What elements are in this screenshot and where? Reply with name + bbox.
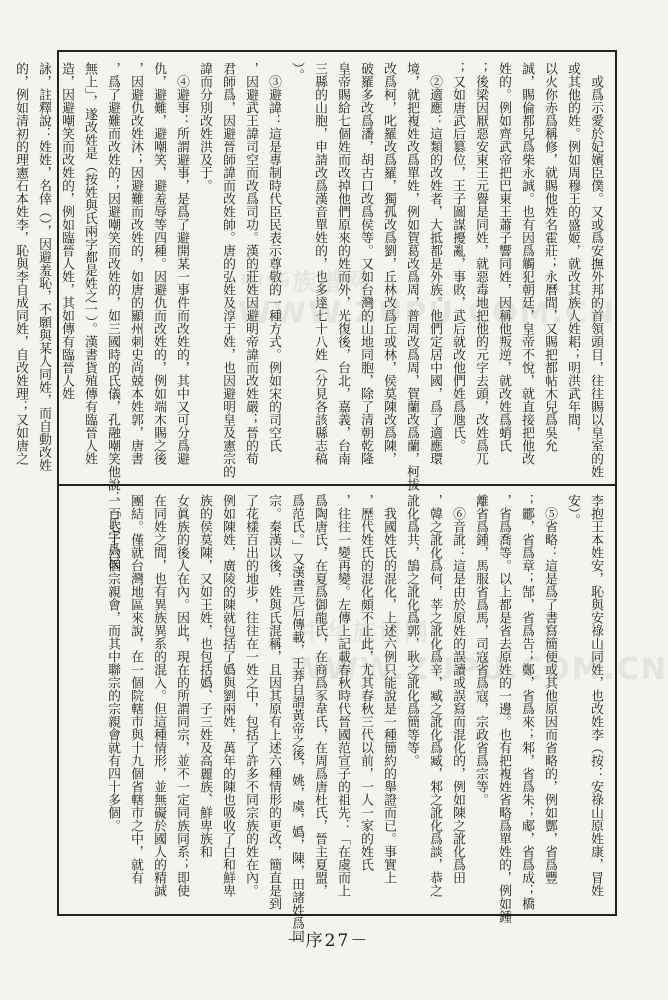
text-column: ；又如唐武后篡位，王子圖謀擾亂，事敗，武后就改他們姓爲虺氏。 bbox=[450, 62, 465, 452]
text-column: ）。 bbox=[289, 62, 304, 82]
text-column: 在同姓之間，也有異族異系的混入。但這種情形，並無礙於國人的精誠 bbox=[151, 494, 166, 897]
text-column: ，因避武王諱司空而改爲司功。漢的莊姓因避明帝諱而改姓嚴；晉的荀 bbox=[243, 62, 258, 465]
text-column: 團結。僅就台灣地區來說，在一個院轄市與十九個省轄市之中，就有 bbox=[128, 494, 143, 884]
text-column: 無上」，遂改姓是（按姓與氏兩字都是姓之一）。漢書貨殖傳有臨晉人姓 bbox=[82, 62, 97, 466]
text-column: 姓的。例如齊武帝把巴東王蕭子響同姓，因稱他叛逆，就改姓爲蛸氏 bbox=[496, 62, 511, 452]
panel-divider bbox=[59, 484, 615, 486]
watermark-url-top: WWW.ZUPU.COM.CN bbox=[238, 296, 616, 331]
text-column: ，往往一變再變。左傳上記載春秋時代晉國范宣子的祖先：「在虞而上 bbox=[335, 494, 350, 897]
text-column: ④避事：所謂避事，是爲了避開某一事件而改姓的，其中又可分爲避 bbox=[174, 75, 189, 465]
text-column: 仇，避難，避嘲笑，避羞辱等四種。因避仇而改姓的，例如端木賜之後 bbox=[151, 62, 166, 465]
text-column: 誠，賜倫都兒爲柴永誠。也有因爲觸犯朝廷，皇帝不悅，就直接把他改 bbox=[519, 62, 534, 465]
text-column: 皇帝賜給七個姓而改掉他們原來的姓而外，光復後，台北，嘉義，台南 bbox=[335, 62, 350, 465]
text-column: 安）。 bbox=[565, 494, 580, 527]
text-column: 宗。秦漢以後，姓與氏混稱，且因其原有上述六種情形的更改，簡直是到 bbox=[266, 494, 281, 910]
watermark-site-name-bottom: 中华族谱网 bbox=[300, 618, 430, 646]
text-column: 詠，註釋說：姓姓，名倖（），因避羞恥，不願與某人同姓，而自動改姓 bbox=[36, 62, 51, 472]
text-column: ⑥音訛：這是由於原姓的誤讀或誤寫而混化的，例如陳之訛化爲田 bbox=[450, 507, 465, 884]
text-column: ⑤省略：這是爲了書寫簡便或其他原因而省略的，例如酆，省爲豐 bbox=[542, 507, 557, 884]
text-column: 三縣的山胞，申請改爲漢音單姓的，也多達七十八姓（分見各該縣志稿 bbox=[312, 62, 327, 465]
text-column: 的，例如清初的理憲石本姓李，恥與李自成同姓，自改姓理；又如唐之 bbox=[13, 62, 28, 465]
text-column: 爲陶唐氏，在夏爲御龍氏，在商爲豕韋氏，在周爲唐杜氏，晉主夏盟， bbox=[312, 494, 327, 897]
text-column: 或其他的姓。例如周穆王的盛姬，就改其族人姓耜；明洪武年間， bbox=[565, 62, 580, 439]
watermark-site-name-top: 中华族谱网 bbox=[240, 268, 370, 296]
text-column: 訛化爲共，鵠之訛化爲郭，耿之訛化爲簡等等。 bbox=[404, 494, 419, 767]
text-column: ②適應：這類的改姓者，大抵都是外族。他們定居中國，爲了適應環 bbox=[427, 75, 442, 465]
watermark-url-bottom: WWW.ZUPU.COM.CN bbox=[290, 652, 668, 687]
text-column: 李抱王本姓安，恥與安祿山同姓，也改姓李（按：安祿山原姓康，冒姓 bbox=[588, 494, 603, 897]
text-column: 我國姓氏的混化，上述六例只能說是一種簡約的舉證而已。事實上 bbox=[381, 507, 396, 884]
text-column: 以火你赤爲稱修，就賜他姓名霍莊；永曆間，又賜把都帖木兒爲吳允 bbox=[542, 62, 557, 452]
text-column: ，韓之訛化爲何，莘之訛化爲辛，臧之訛化爲臧，邾之訛化爲談，恭之 bbox=[427, 494, 442, 897]
text-column: 諱而分別改姓洪及于。 bbox=[197, 62, 212, 192]
text-column: 造，因避嘲笑而改姓的，例如臨晉人姓，其如傳有臨晉人姓 bbox=[59, 62, 74, 400]
text-column: 女眞族的後人在內。因此，現在的所謂同宗，並不一定同族同系；即使 bbox=[174, 494, 189, 897]
text-column: 君師爲，因避晉師諱而改姓帥。唐的弘姓及淳于姓，也因避明皇及憲宗的 bbox=[220, 62, 235, 478]
text-column: 離省爲鍾，馬服省爲馬，司寇省爲寇，宗政省爲宗等。 bbox=[473, 494, 488, 806]
text-column: ；酈，省爲章；郜，省爲告；鄭，省爲來；邾，省爲朱；郕，省爲成；橋 bbox=[519, 494, 534, 910]
text-column: 境，就把複姓改爲單姓，例如賀葛改爲周，普周改爲周，賀蘭改爲蘭，柯拔 bbox=[404, 62, 419, 491]
page-number: －序27－ bbox=[286, 931, 370, 951]
text-column: 一百七十六個宗親會，而其中聯宗的宗親會就有四十多個。 bbox=[105, 494, 120, 832]
text-column: ，因避仇改姓沐；因避難而改姓的，如唐的顯州刺史尚兢本姓郭，唐書 bbox=[128, 62, 143, 465]
text-column: ；後梁因厭惡安東王元譽是同姓，就惡毒地把他的元字去頭，改姓爲兀 bbox=[473, 62, 488, 465]
text-column: 族的侯莫陳，又如王姓，也包括嬀、子三姓及高麗族、鮮卑族和 bbox=[197, 494, 212, 858]
text-column: ③避諱：這是專制時代臣民表示尊敬的一種方式。例如宋的司空氏 bbox=[266, 75, 281, 452]
text-column: 破羅多改爲潘，胡古口改爲侯等。又如台灣的山地同胞，除了清朝乾隆 bbox=[358, 62, 373, 465]
text-column: 爲范氏。」又漢書元后傳載，王莽自謂黃帝之後，姚，虞，嬀，陳，田諸姓爲同 bbox=[289, 494, 304, 943]
text-column: 或爲示愛於妃嬪臣僕。又或爲安撫外邦的首領頭目，往往賜以皇室的姓 bbox=[588, 75, 603, 478]
text-column: ，爲了避難而改姓的；因避嘲笑而改姓的，如三國時的氏儀，孔融嘲笑他說：「氏字爲民 bbox=[105, 62, 120, 569]
text-column: 例如陳姓，廣陵的陳就包括了嬀與劉兩姓，萬年的陳也吸收了白和鮮卑 bbox=[220, 494, 235, 897]
text-column: ，歷代姓氏的混化頗不止此，尤其春秋三代以前，一人一家的姓氏 bbox=[358, 494, 373, 871]
text-column: ，省爲喬等。以上都是省去原姓的一邊。也有把複姓省略爲單姓的，例如鍾 bbox=[496, 494, 511, 923]
text-column: 了花樣百出的地步，往往在一姓之中，包括了許多不同宗族的姓在內。 bbox=[243, 494, 258, 897]
text-column: 改爲柯，叱羅改爲羅，獨孤改爲劉，丘林改爲丘或林，侯莫陳改爲陳， bbox=[381, 62, 396, 465]
